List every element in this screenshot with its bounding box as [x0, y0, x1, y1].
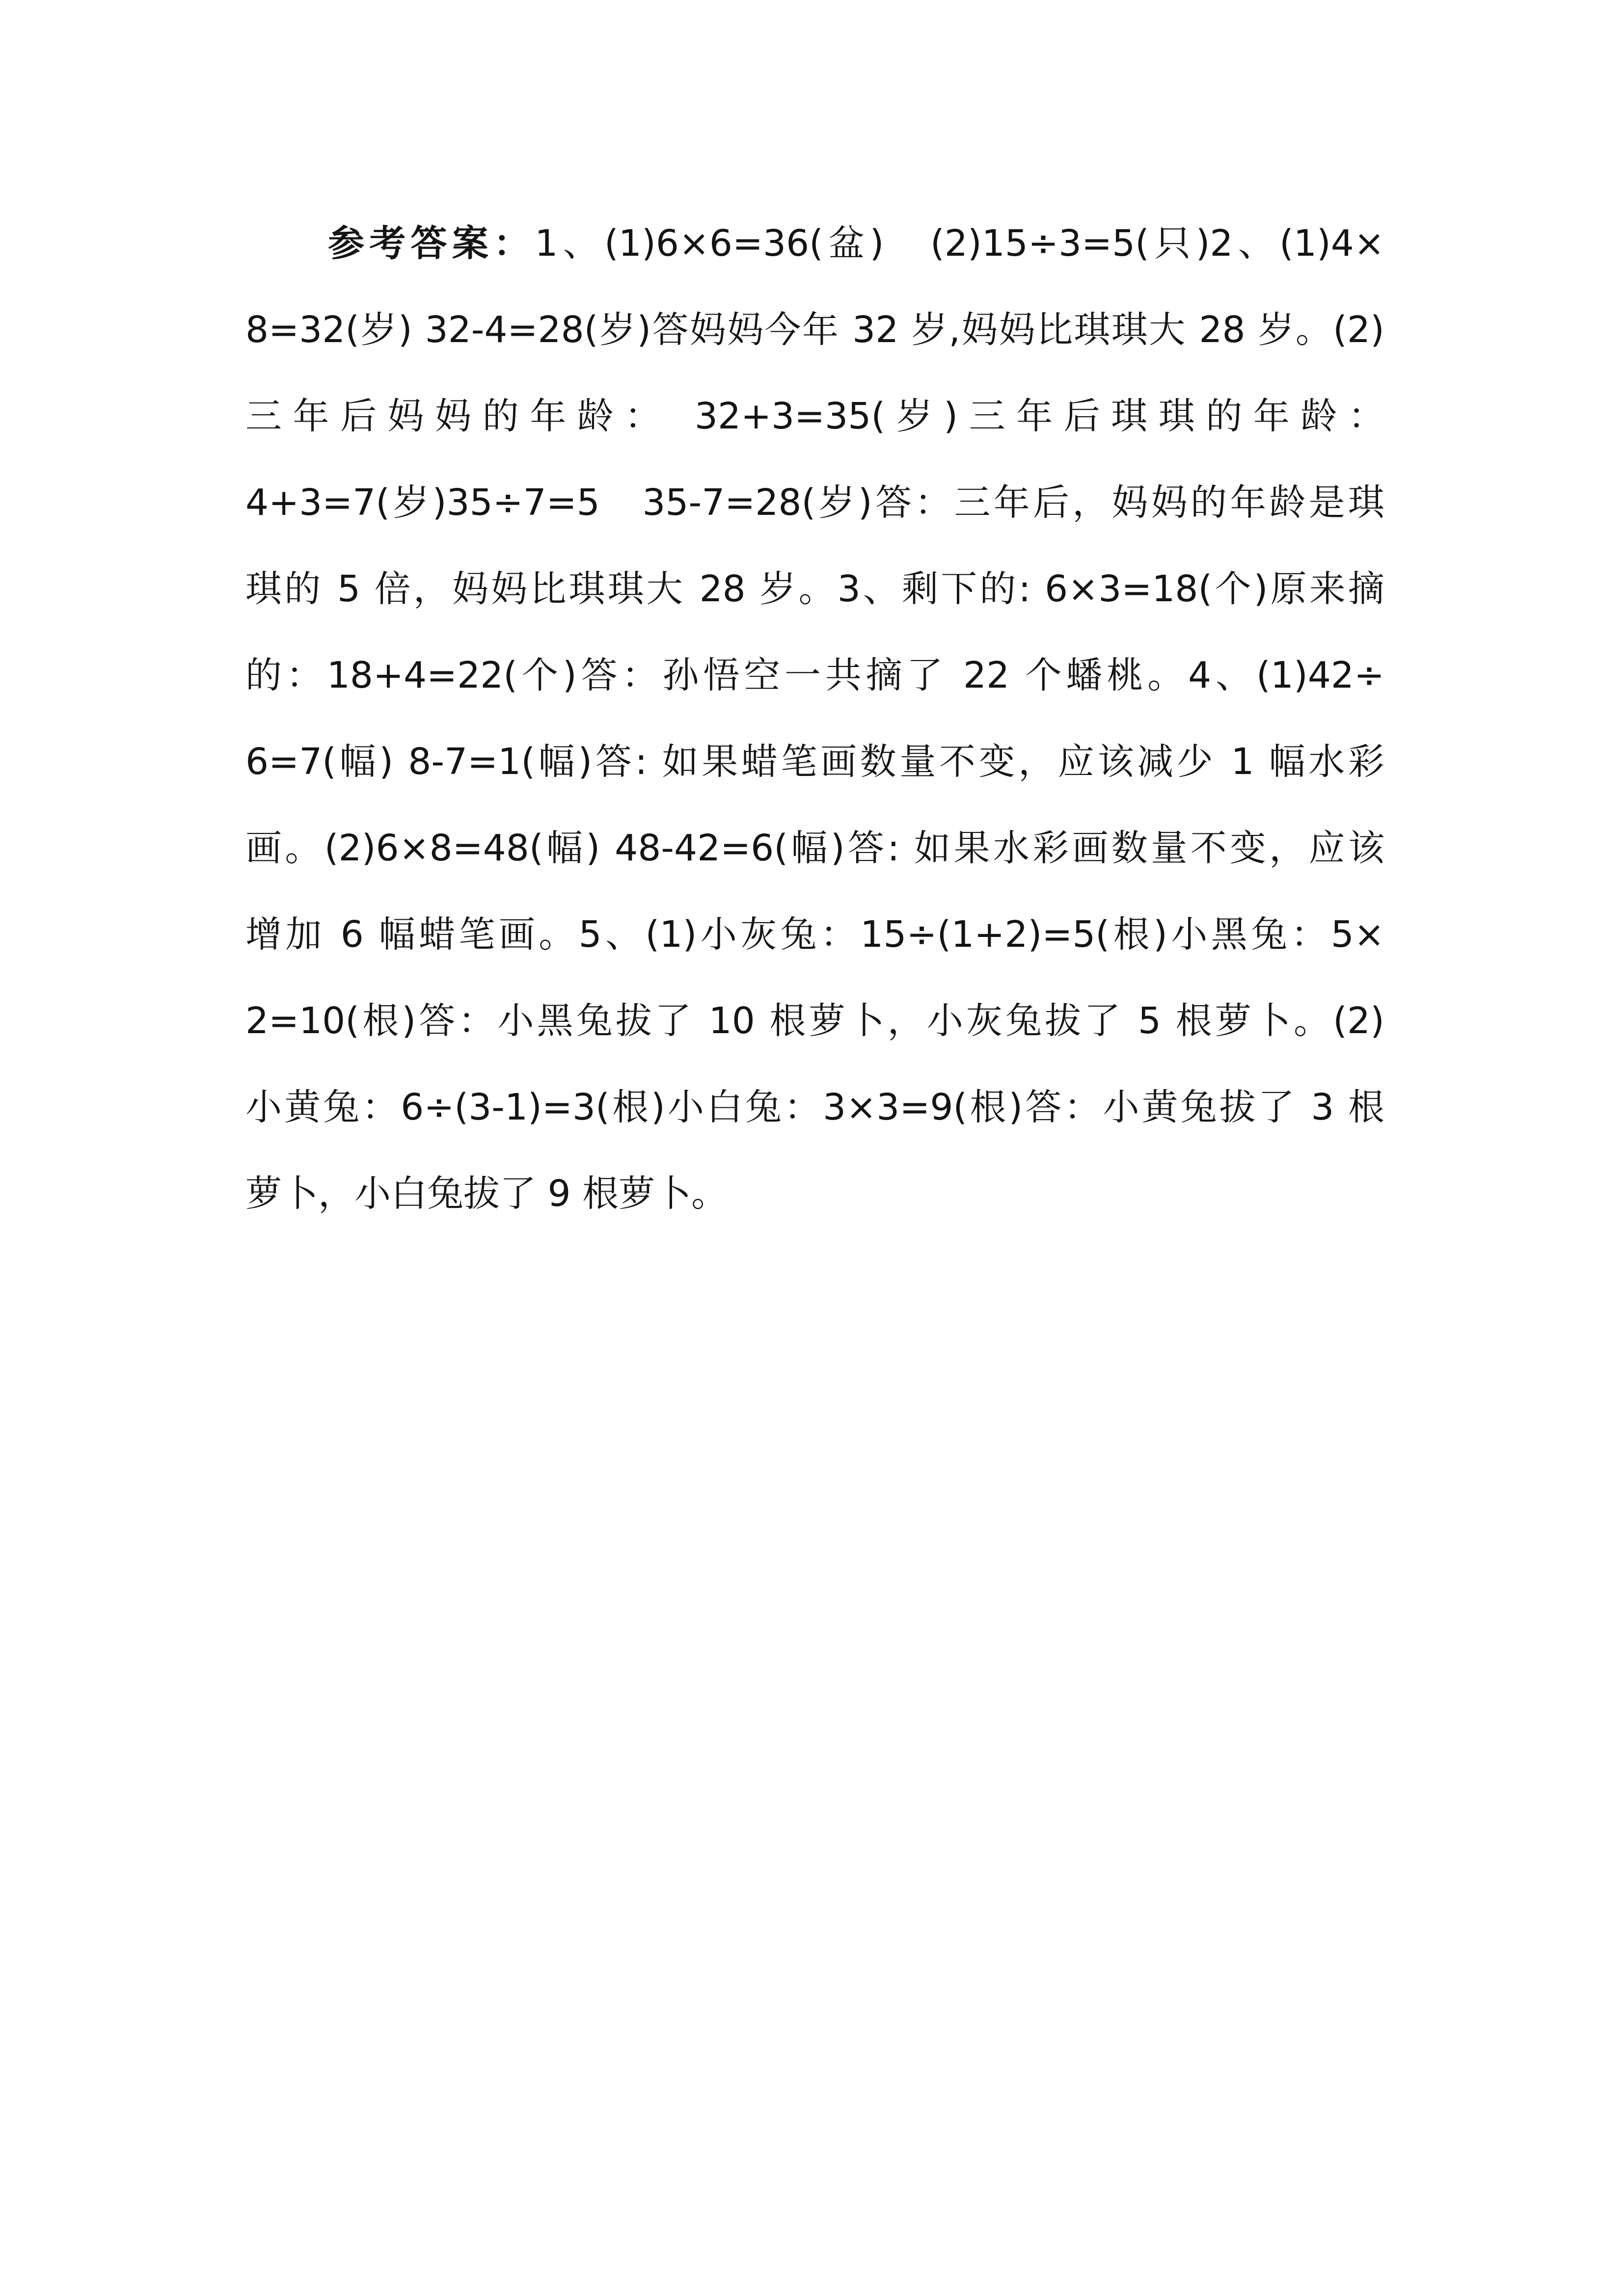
answer-line-6: 的：18+4=22(个)答：孙悟空一共摘了 22 个蟠桃。4、(1)42÷ — [245, 654, 1384, 696]
answer-text-block — [245, 200, 1384, 1237]
answer-line-4: 4+3=7(岁)35÷7=5 35-7=28(岁)答：三年后，妈妈的年龄是琪 — [245, 481, 1384, 524]
answer-line-7: 6=7(幅) 8-7=1(幅)答: 如果蜡笔画数量不变，应该减少 1 幅水彩 — [245, 741, 1384, 783]
answer-line-9: 增加 6 幅蜡笔画。5、(1)小灰兔：15÷(1+2)=5(根)小黑兔：5× — [245, 913, 1384, 956]
answer-line-1-text: 1、(1)6×6=36(盆) (2)15÷3=5(只)2、(1)4× — [535, 222, 1384, 265]
answer-label: 参考答案： — [328, 222, 535, 265]
answer-line-1 — [245, 200, 1384, 287]
answer-line-5: 琪的 5 倍，妈妈比琪琪大 28 岁。3、剩下的: 6×3=18(个)原来摘 — [245, 568, 1384, 610]
answer-line-12: 萝卜，小白兔拔了 9 根萝卜。 — [245, 1173, 728, 1215]
answer-line-10: 2=10(根)答：小黑兔拔了 10 根萝卜，小灰兔拔了 5 根萝卜。(2) — [245, 1000, 1384, 1042]
answer-line-3: 三年后妈妈的年龄： 32+3=35(岁)三年后琪琪的年龄： — [245, 395, 1384, 437]
answer-line-8: 画。(2)6×8=48(幅) 48-42=6(幅)答: 如果水彩画数量不变，应该 — [245, 827, 1384, 869]
answer-line-2: 8=32(岁) 32-4=28(岁)答妈妈今年 32 岁,妈妈比琪琪大 28 岁。(2) — [245, 309, 1384, 351]
answer-line-11: 小黄兔：6÷(3-1)=3(根)小白兔：3×3=9(根)答：小黄兔拔了 3 根 — [245, 1086, 1384, 1128]
